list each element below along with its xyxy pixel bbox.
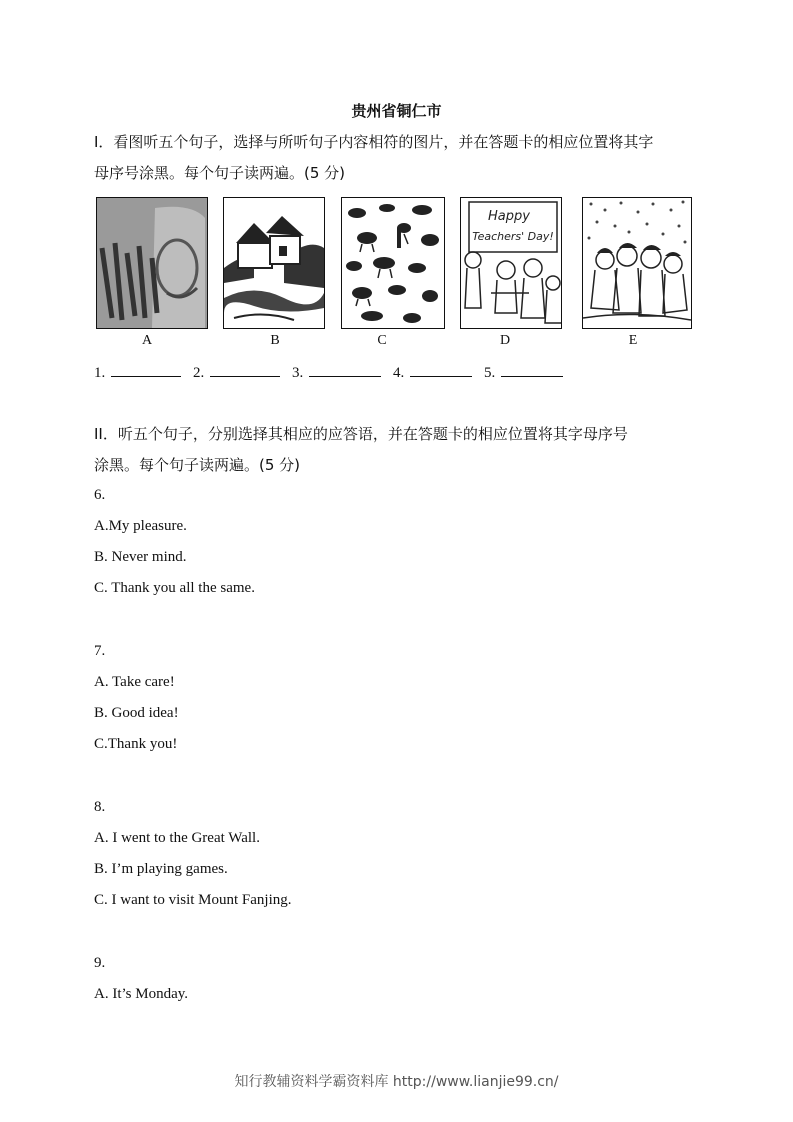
section1-instruction-line2: 母序号涂黑。每个句子读两遍。(5 分) [94, 164, 346, 182]
section1-instruction [94, 127, 704, 189]
picture-d [460, 197, 562, 329]
question-number-9: 9. [94, 955, 106, 971]
picture-c-illustration [342, 198, 444, 328]
picture-label-e: E [628, 333, 638, 348]
answer-blank-2[interactable] [210, 362, 280, 377]
question-8-option-b: B. I’m playing games. [94, 861, 228, 877]
question-7-option-c: C.Thank you! [94, 736, 178, 752]
picture-b [223, 197, 325, 329]
blank-label-3: 3. [292, 365, 304, 381]
answer-blank-4[interactable] [410, 362, 472, 377]
question-7-option-a: A. Take care! [94, 674, 175, 690]
picture-label-c: C [377, 333, 387, 348]
picture-c [341, 197, 445, 329]
question-6-option-c: C. Thank you all the same. [94, 580, 255, 596]
blank-label-4: 4. [393, 365, 405, 381]
picture-b-illustration [224, 198, 324, 328]
answer-blank-5[interactable] [501, 362, 563, 377]
picture-d-text-2: Teachers' Day! [472, 230, 554, 243]
answer-blank-1[interactable] [111, 362, 181, 377]
answer-blank-3[interactable] [309, 362, 381, 377]
question-8-option-c: C. I want to visit Mount Fanjing. [94, 892, 292, 908]
page-title: 贵州省铜仁市 [351, 102, 442, 120]
section2-instruction-line1: II．听五个句子，分别选择其相应的应答语，并在答题卡的相应位置将其字母序号 [94, 425, 628, 443]
picture-a-illustration [97, 198, 207, 328]
blank-label-5: 5. [484, 365, 496, 381]
blank-label-2: 2. [193, 365, 205, 381]
picture-e-illustration [583, 198, 691, 328]
blank-label-1: 1. [94, 365, 106, 381]
picture-d-illustration [461, 198, 561, 328]
question-6-option-a: A.My pleasure. [94, 518, 187, 534]
question-7-option-b: B. Good idea! [94, 705, 179, 721]
picture-label-d: D [499, 333, 511, 348]
question-6-option-b: B. Never mind. [94, 549, 187, 565]
section2-instruction [94, 419, 704, 481]
question-9-option-a: A. It’s Monday. [94, 986, 189, 1002]
picture-row [0, 197, 793, 357]
section1-instruction-line1: I．看图听五个句子，选择与所听句子内容相符的图片，并在答题卡的相应位置将其字 [94, 133, 654, 151]
question-8-option-a: A. I went to the Great Wall. [94, 830, 260, 846]
picture-label-b: B [270, 333, 280, 348]
picture-a [96, 197, 208, 329]
question-number-7: 7. [94, 643, 106, 659]
answer-blanks [94, 362, 571, 382]
section2-instruction-line2: 涂黑。每个句子读两遍。(5 分) [94, 456, 301, 474]
question-number-6: 6. [94, 487, 106, 503]
footer-watermark: 知行教辅资料学霸资料库 http://www.lianjie99.cn/ [234, 1074, 559, 1090]
picture-label-a: A [141, 333, 153, 348]
picture-e [582, 197, 692, 329]
question-number-8: 8. [94, 799, 106, 815]
picture-d-text-1: Happy [488, 209, 530, 224]
